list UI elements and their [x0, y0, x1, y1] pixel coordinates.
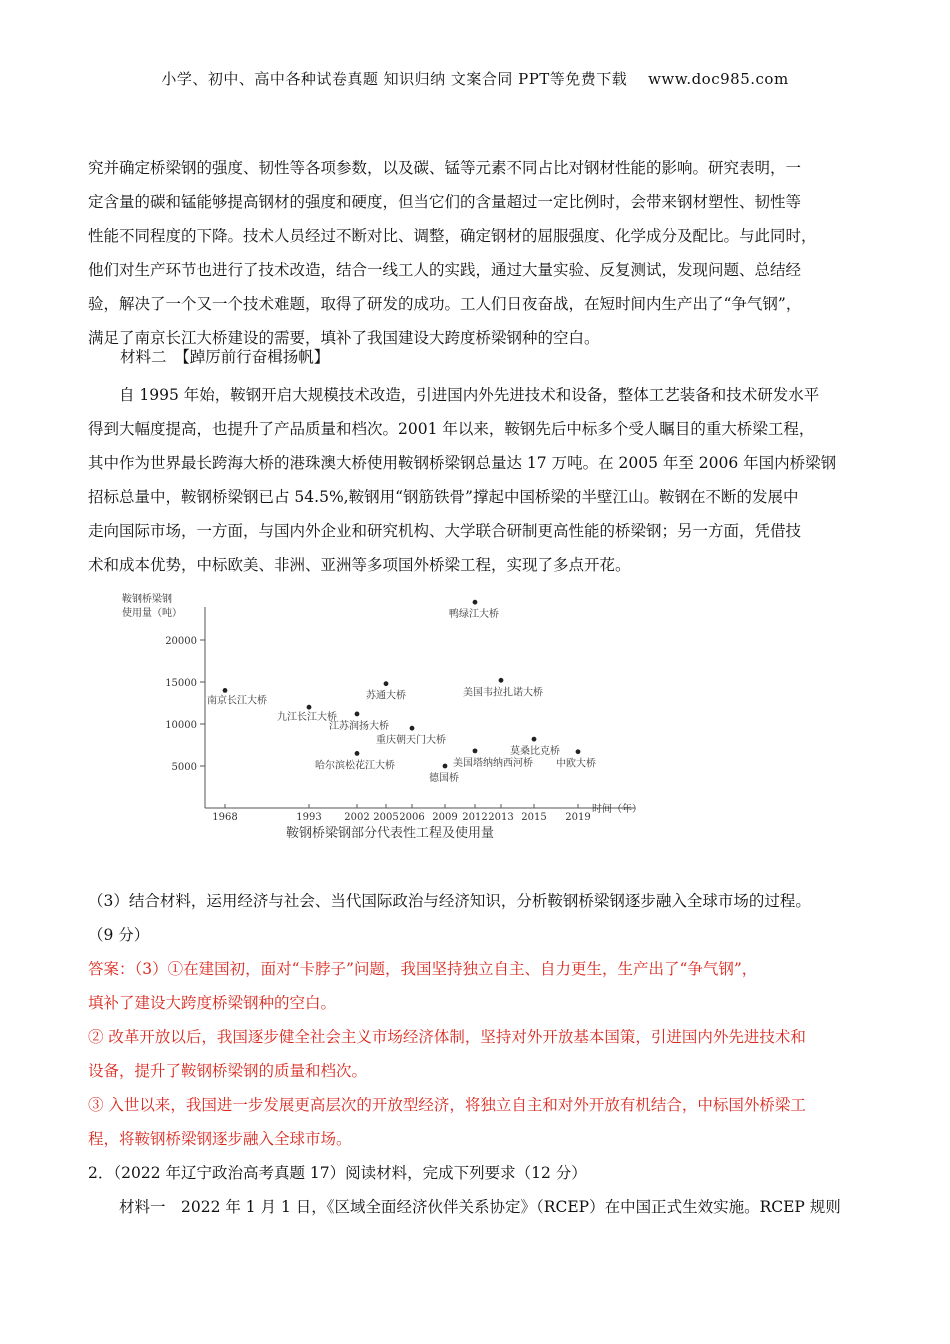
data-point-label: 九江长江大桥	[277, 712, 337, 724]
y-axis-title: 使用量（吨）	[122, 608, 182, 619]
data-point	[443, 764, 448, 769]
material2-label: 材料二 【踔厉前行奋楫扬帆】	[120, 348, 330, 366]
data-point	[384, 681, 389, 686]
data-point	[576, 749, 581, 754]
question-2	[88, 1156, 864, 1224]
data-point	[355, 712, 360, 717]
data-point	[355, 751, 360, 756]
answer-line: 答案：（3）①在建国初，面对“卡脖子”问题，我国坚持独立自主、自力更生，生产出了“争气钢”，	[88, 960, 758, 978]
data-point-label: 南京长江大桥	[207, 695, 267, 707]
x-tick-label: 1993	[296, 812, 322, 823]
data-point	[307, 705, 312, 710]
text-line: 招标总量中，鞍钢桥梁钢已占 54.5%,鞍钢用“钢筋铁骨”撑起中国桥梁的半壁江山。鞍钢在不断的发展中	[88, 488, 799, 506]
x-tick-label: 2013	[488, 812, 514, 823]
y-tick-label: 20000	[165, 636, 197, 647]
material1-continuation	[88, 151, 864, 355]
text-line: 他们对生产环节也进行了技术改造，结合一线工人的实践，通过大量实验、反复测试，发现问题、总结经	[88, 261, 802, 279]
text-line: 性能不同程度的下降。技术人员经过不断对比、调整，确定钢材的屈服强度、化学成分及配比。与此同时，	[88, 227, 817, 245]
answer-line: 设备，提升了鞍钢桥梁钢的质量和档次。	[88, 1062, 368, 1080]
data-point	[473, 600, 478, 605]
y-axis-title: 鞍钢桥梁钢	[122, 594, 172, 605]
text-line: 定含量的碳和锰能够提高钢材的强度和硬度，但当它们的含量超过一定比例时，会带来钢材塑性、韧性等	[88, 193, 802, 211]
question-3	[88, 884, 864, 952]
data-point-label: 苏通大桥	[366, 690, 406, 702]
text-line: 术和成本优势，中标欧美、非洲、亚洲等多项国外桥梁工程，实现了多点开花。	[88, 556, 631, 574]
text-line: 究并确定桥梁钢的强度、韧性等各项参数，以及碳、锰等元素不同占比对钢材性能的影响。研究表明，一	[88, 159, 802, 177]
data-point	[473, 748, 478, 753]
text-line: 满足了南京长江大桥建设的需要，填补了我国建设大跨度桥梁钢种的空白。	[88, 329, 600, 347]
data-point	[223, 688, 228, 693]
text-line: （9 分）	[88, 926, 150, 944]
material2-text	[88, 378, 864, 582]
data-point-label: 莫桑比克桥	[510, 746, 560, 758]
text-line: （3）结合材料，运用经济与社会、当代国际政治与经济知识，分析鞍钢桥梁钢逐步融入全球市场的过程。	[88, 892, 811, 910]
data-point-label: 中欧大桥	[556, 758, 596, 770]
text-line: 其中作为世界最长跨海大桥的港珠澳大桥使用鞍钢桥梁钢总量达 17 万吨。在 2005 年至 2006 年国内桥梁钢	[88, 454, 837, 472]
data-point	[410, 726, 415, 731]
data-point-label: 德国桥	[429, 773, 459, 784]
x-tick-label: 2009	[432, 812, 458, 823]
bridge-steel-chart	[120, 585, 660, 850]
answer-line: ③ 入世以来，我国进一步发展更高层次的开放型经济，将独立自主和对外开放有机结合，中标国外桥梁工	[88, 1096, 806, 1114]
text-line: 验，解决了一个又一个技术难题，取得了研发的成功。工人们日夜奋战，在短时间内生产出了“争气钢”，	[88, 295, 802, 313]
x-tick-label: 2006	[399, 812, 425, 823]
data-point-label: 江苏润扬大桥	[329, 720, 389, 732]
answer-line: 程，将鞍钢桥梁钢逐步融入全球市场。	[88, 1130, 352, 1148]
x-tick-label: 1968	[212, 812, 238, 823]
x-axis-title: 时间（年）	[592, 804, 642, 815]
data-point	[532, 737, 537, 742]
x-tick-label: 2012	[462, 812, 488, 823]
answer-line: ② 改革开放以后，我国逐步健全社会主义市场经济体制，坚持对外开放基本国策，引进国内外先进技术和	[88, 1028, 806, 1046]
text-line: 走向国际市场，一方面，与国内外企业和研究机构、大学联合研制更高性能的桥梁钢；另一方面，凭借技	[88, 522, 802, 540]
data-point-label: 重庆朝天门大桥	[376, 735, 446, 747]
y-tick-label: 5000	[171, 762, 197, 773]
text-line: 得到大幅度提高，也提升了产品质量和档次。2001 年以来，鞍钢先后中标多个受人瞩目的重大桥梁工程，	[88, 420, 815, 438]
y-tick-label: 15000	[165, 678, 197, 689]
x-tick-label: 2015	[521, 812, 547, 823]
y-tick-label: 10000	[165, 720, 197, 731]
text-line: 自 1995 年始，鞍钢开启大规模技术改造，引进国内外先进技术和设备，整体工艺装备和技术研发水平	[119, 386, 820, 404]
page-header: 小学、初中、高中各种试卷真题 知识归纳 文案合同 PPT等免费下载 www.doc985.com	[161, 70, 789, 88]
data-point	[499, 678, 504, 683]
answer-block	[88, 952, 864, 1156]
x-tick-label: 2002	[344, 812, 370, 823]
text-line: 2．（2022 年辽宁政治高考真题 17）阅读材料，完成下列要求（12 分）	[88, 1164, 587, 1182]
text-line: 材料一 2022 年 1 月 1 日，《区域全面经济伙伴关系协定》（RCEP）在中国正式生效实施。RCEP 规则	[119, 1198, 841, 1216]
data-point-label: 美国韦拉扎诺大桥	[463, 687, 543, 699]
x-tick-label: 2005	[373, 812, 399, 823]
x-tick-label: 2019	[565, 812, 591, 823]
data-point-label: 哈尔滨松花江大桥	[315, 760, 395, 772]
chart-title: 鞍钢桥梁钢部分代表性工程及使用量	[285, 826, 495, 841]
answer-line: 填补了建设大跨度桥梁钢种的空白。	[88, 994, 337, 1012]
data-point-label: 鸭绿江大桥	[449, 609, 499, 621]
data-point-label: 美国塔纳纳西河桥	[453, 757, 533, 769]
